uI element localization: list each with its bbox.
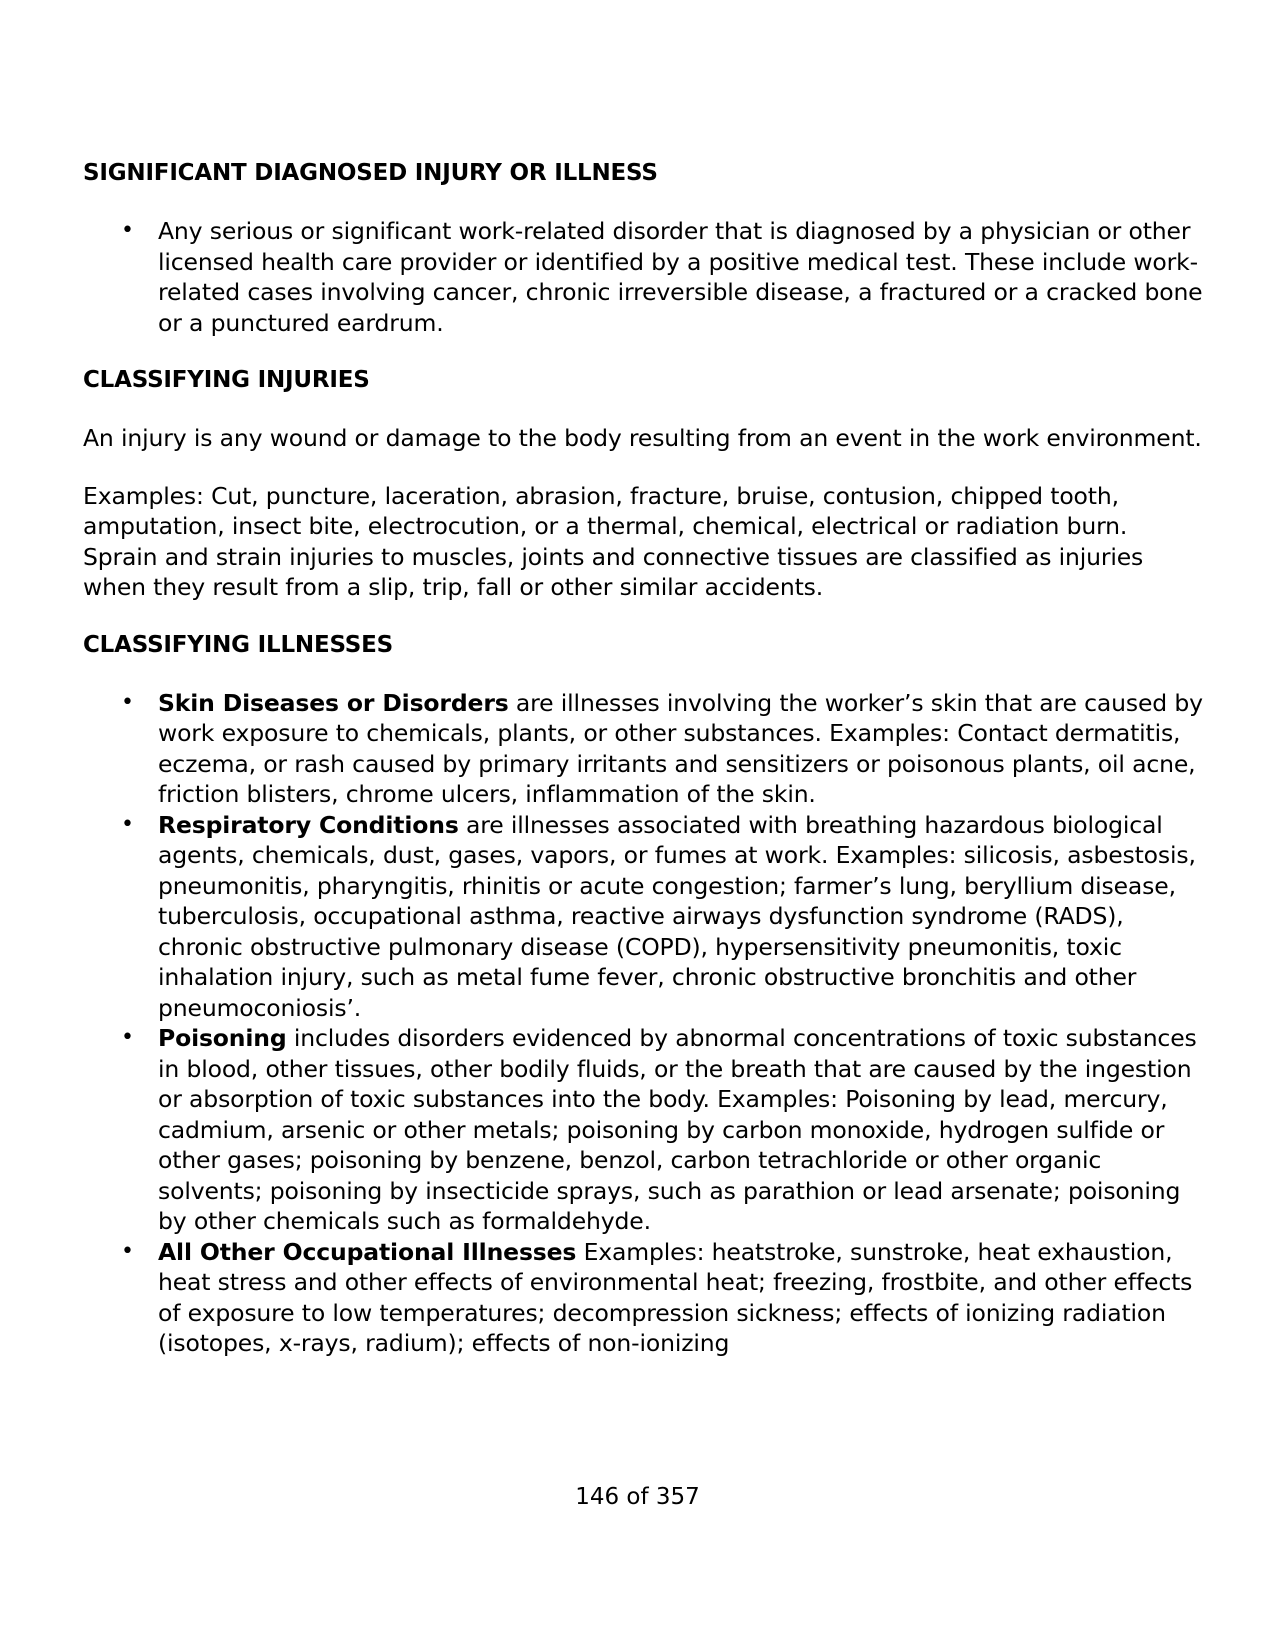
- list-item-text: Examples: heatstroke, sunstroke, heat exhaustion, heat stress and other effects of environmental heat; freezing, frostbite, and other effects of exposure to low temperatures; decompression sickness; effects of ionizing radiation (isotopes, x-rays, radium); effects of non-ionizing: [158, 1237, 1193, 1357]
- list-item-term: All Other Occupational Illnesses: [158, 1237, 577, 1266]
- section-heading-significant-diagnosed: SIGNIFICANT DIAGNOSED INJURY OR ILLNESS: [83, 160, 658, 186]
- list-item-term: Poisoning: [158, 1024, 287, 1052]
- list-item-term: Respiratory Conditions: [158, 810, 459, 839]
- document-body: [83, 158, 1203, 1359]
- list-item: [83, 216, 1203, 338]
- list-item-term: Skin Diseases or Disorders: [158, 688, 509, 717]
- list-item: [83, 688, 1203, 810]
- list-item: [83, 1237, 1203, 1359]
- list-item: [83, 1023, 1203, 1237]
- bullet-icon: •: [121, 1025, 134, 1050]
- section-heading-classifying-injuries: CLASSIFYING INJURIES: [83, 367, 370, 393]
- list-item-text: are illnesses involving the worker’s skin that are caused by work exposure to chemicals, plants, or other substances. Examples: Contact dermatitis, eczema, or rash caused by primary irritants and sensitizers or poisonous plants, oil acne, friction blisters, chrome ulcers, inflammation of the skin.: [158, 688, 1203, 808]
- list-item-text: are illnesses associated with breathing hazardous biological agents, chemicals, dust, gases, vapors, or fumes at work. Examples: silicosis, asbestosis, pneumonitis, pharyngitis, rhinitis or acute congestion; farmer’s lung, beryllium disease, tuberculosis, occupational asthma, reactive airways dysfunction syndrome (RADS), chronic obstructive pulmonary disease (COPD), hypersensitivity pneumonitis, toxic inhalation injury, such as metal fume fever, chronic obstructive bronchitis and other pneumoconiosis’.: [158, 810, 1196, 1022]
- bullet-icon: •: [121, 811, 134, 837]
- bullet-list-illnesses: [83, 688, 1203, 1359]
- injury-definition-paragraph: An injury is any wound or damage to the body resulting from an event in the work environment.: [83, 424, 1202, 452]
- bullet-icon: •: [121, 218, 134, 243]
- page-number: 146 of 357: [575, 1484, 700, 1510]
- list-item: [83, 810, 1203, 1024]
- injury-examples-paragraph: Examples: Cut, puncture, laceration, abrasion, fracture, bruise, contusion, chipped tooth, amputation, insect bite, electrocution, or a thermal, chemical, electrical or radiation burn. Sprain and strain injuries to muscles, joints and connective tissues are classified as injuries when they result from a slip, trip, fall or other similar accidents.: [83, 481, 1144, 601]
- bullet-icon: •: [121, 1238, 134, 1264]
- bullet-icon: •: [121, 689, 134, 715]
- list-item-text: Any serious or significant work-related disorder that is diagnosed by a physician or other licensed health care provider or identified by a positive medical test. These include work-related cases involving cancer, chronic irreversible disease, a fractured or a cracked bone or a punctured eardrum.: [158, 217, 1203, 337]
- list-item-text: includes disorders evidenced by abnormal concentrations of toxic substances in blood, other tissues, other bodily fluids, or the breath that are caused by the ingestion or absorption of toxic substances into the body. Examples: Poisoning by lead, mercury, cadmium, arsenic or other metals; poisoning by carbon monoxide, hydrogen sulfide or other gases; poisoning by benzene, benzol, carbon tetrachloride or other organic solvents; poisoning by insecticide sprays, such as parathion or lead arsenate; poisoning by other chemicals such as formaldehyde.: [158, 1024, 1197, 1235]
- bullet-list-significant: [83, 216, 1203, 338]
- section-heading-classifying-illnesses: CLASSIFYING ILLNESSES: [83, 631, 394, 658]
